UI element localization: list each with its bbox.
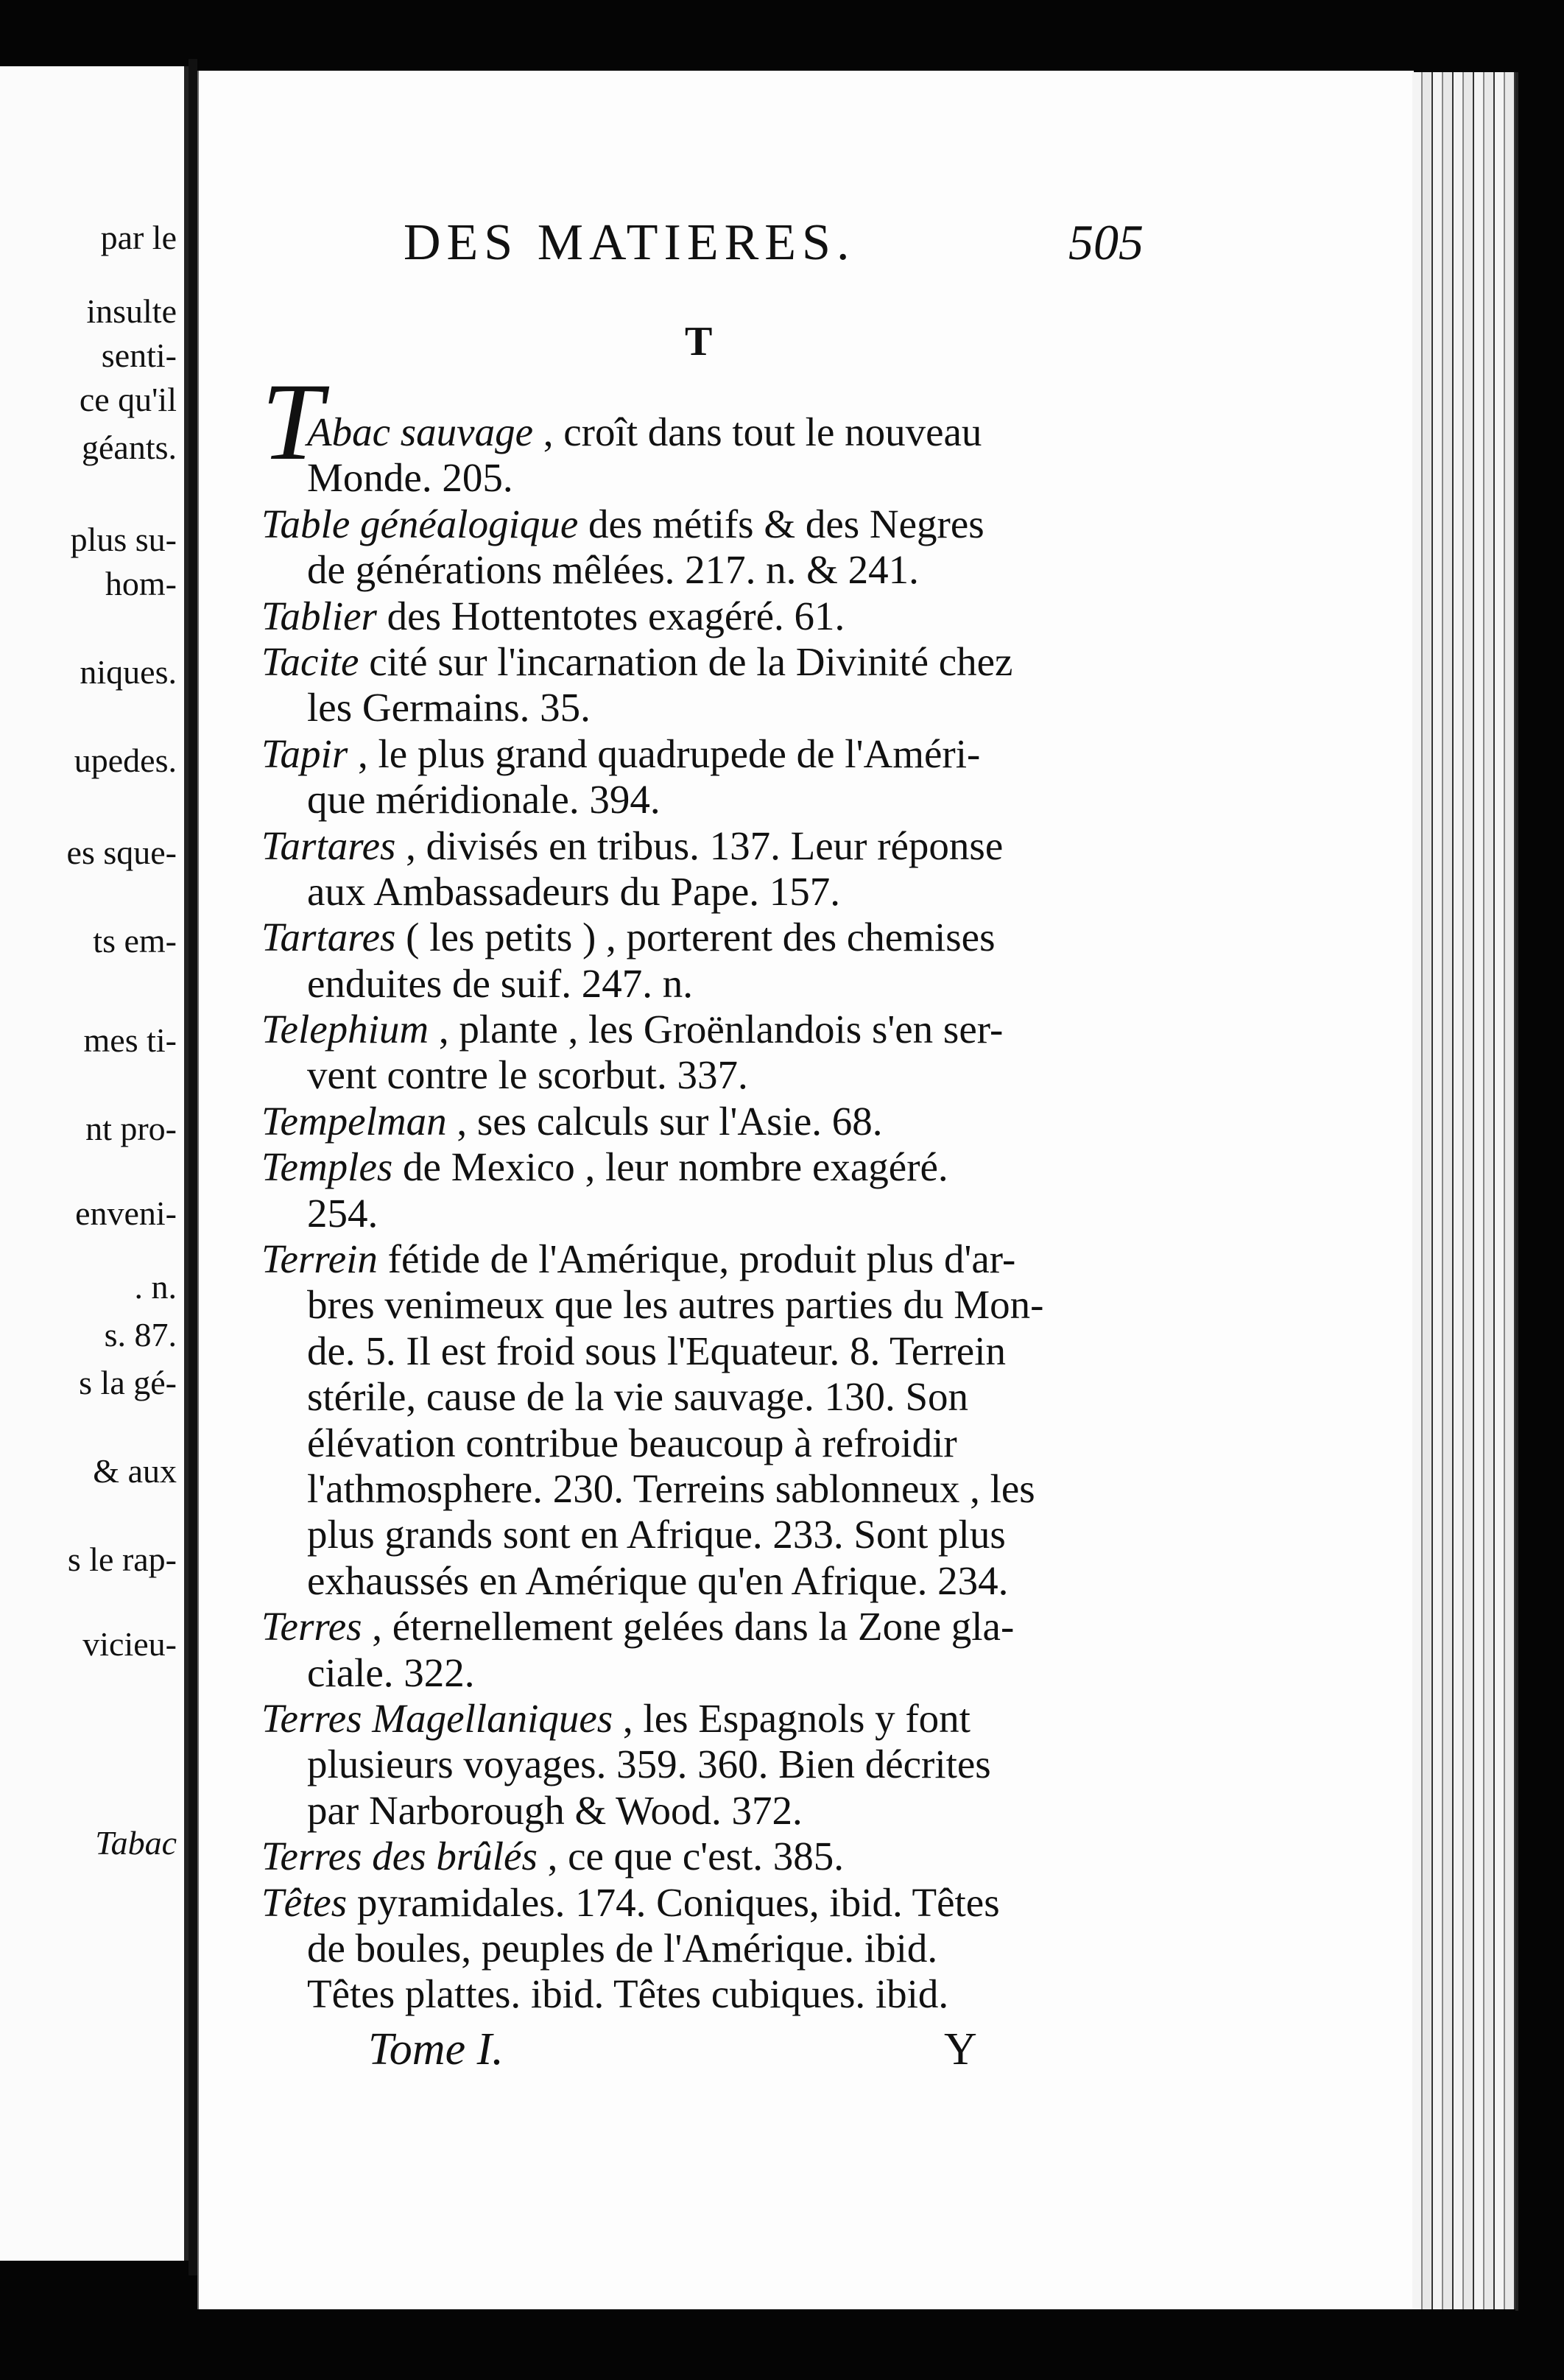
index-text: , ce que c'est. 385. [537, 1834, 845, 1879]
index-text: stérile, cause de la vie sauvage. 130. Son [307, 1374, 969, 1420]
index-term: Tacite [261, 638, 359, 684]
index-entry [261, 731, 1145, 777]
index-continuation-line [261, 1650, 1145, 1696]
index-text: élévation contribue beaucoup à refroidir [307, 1420, 957, 1465]
facing-page-line: enveni- [75, 1194, 177, 1232]
index-entry [261, 1099, 1145, 1144]
facing-page-line: s la gé- [79, 1364, 177, 1401]
index-term: Terres Magellaniques [261, 1695, 613, 1741]
index-text: plusieurs voyages. 359. 360. Bien décrites [307, 1742, 991, 1787]
index-entry [261, 1880, 1145, 1926]
section-letter: T [685, 319, 713, 365]
index-term: Telephium [261, 1007, 429, 1052]
facing-page-line: plus su- [70, 521, 177, 558]
index-continuation-line [261, 1466, 1145, 1512]
signature-mark: Y [944, 2024, 977, 2074]
index-entry [261, 1144, 1145, 1190]
index-text: fétide de l'Amérique, produit plus d'ar- [377, 1236, 1016, 1282]
index-entry [261, 639, 1145, 685]
facing-page-line: niques. [80, 653, 177, 691]
index-text: , divisés en tribus. 137. Leur réponse [395, 823, 1004, 868]
index-text: aux Ambassadeurs du Pape. 157. [307, 868, 841, 914]
index-continuation-line [261, 1282, 1145, 1328]
facing-page-line: par le [100, 219, 177, 256]
facing-page-line: Tabac [95, 1824, 177, 1862]
index-text: des Hottentotes exagéré. 61. [376, 593, 845, 638]
index-continuation-line [261, 455, 1145, 501]
book-gutter [189, 59, 197, 2275]
index-term: Tablier [261, 593, 377, 638]
index-continuation-line [261, 777, 1145, 823]
index-text: enduites de suif. 247. n. [307, 960, 693, 1006]
facing-page-line: ce qu'il [79, 381, 177, 418]
index-term: Terres [261, 1604, 362, 1650]
facing-page-line: & aux [93, 1452, 177, 1490]
index-text: de. 5. Il est froid sous l'Equateur. 8. Terrein [307, 1328, 1006, 1373]
facing-page-line: insulte [86, 292, 177, 330]
index-entries [261, 361, 1145, 2018]
index-entry [261, 1007, 1145, 1052]
index-text: de générations mêlées. 217. n. & 241. [307, 547, 919, 593]
index-continuation-line [261, 1328, 1145, 1374]
index-continuation-line [261, 1420, 1145, 1466]
index-entry [261, 594, 1145, 639]
index-text: pyramidales. 174. Coniques, ibid. Têtes [347, 1879, 1000, 1925]
index-continuation-line [261, 1052, 1145, 1098]
index-text: exhaussés en Amérique qu'en Afrique. 234. [307, 1557, 1009, 1603]
index-text: l'athmosphere. 230. Terreins sablonneux , les [307, 1465, 1035, 1511]
index-term: Terrein [261, 1236, 378, 1282]
index-text: de Mexico , leur nombre exagéré. [392, 1144, 948, 1190]
index-text: Têtes plattes. ibid. Têtes cubiques. ibid. [307, 1971, 949, 2017]
index-term: Tartares [261, 915, 396, 960]
page-edges [1412, 72, 1518, 2311]
index-text: , plante , les Groënlandois s'en ser- [429, 1007, 1004, 1052]
index-continuation-line [261, 1926, 1145, 1971]
index-term: Tartares [261, 823, 396, 868]
facing-page-line: hom- [105, 565, 177, 602]
index-continuation-line [261, 1971, 1145, 2017]
index-continuation-line [261, 1742, 1145, 1787]
index-entry [261, 1696, 1145, 1742]
page-header [404, 214, 1144, 280]
index-continuation-line [261, 869, 1145, 915]
index-term: Temples [261, 1144, 393, 1190]
scan-bottom-border [197, 2309, 1515, 2380]
index-text: , éternellement gelées dans la Zone gla- [362, 1604, 1015, 1650]
index-entry [261, 823, 1145, 869]
index-entry [261, 501, 1145, 547]
index-text: de boules, peuples de l'Amérique. ibid. [307, 1925, 938, 1971]
facing-page-line: upedes. [74, 742, 177, 779]
index-text: , croît dans tout le nouveau [533, 409, 982, 454]
index-entry [261, 1236, 1145, 1282]
index-entry [261, 1604, 1145, 1650]
index-text: , ses calculs sur l'Asie. 68. [446, 1098, 883, 1144]
index-term: Terres des brûlés [261, 1834, 538, 1879]
index-entry [261, 1834, 1145, 1879]
index-entry [261, 915, 1145, 960]
index-text: , le plus grand quadrupede de l'Améri- [348, 730, 981, 776]
facing-page-line: s. 87. [104, 1316, 177, 1353]
facing-page-line: géants. [81, 429, 177, 466]
index-term: Tempelman [261, 1098, 447, 1144]
facing-page-line: s le rap- [67, 1541, 177, 1578]
index-term: Abac sauvage [307, 409, 533, 454]
facing-page-line: senti- [101, 337, 177, 374]
index-text: Monde. 205. [307, 455, 513, 501]
volume-label: Tome I. [368, 2024, 504, 2074]
index-text: des métifs & des Negres [578, 501, 984, 546]
index-text: ciale. 322. [307, 1650, 475, 1695]
index-continuation-line [261, 685, 1145, 730]
facing-page-line: mes ti- [83, 1021, 177, 1059]
index-continuation-line [261, 547, 1145, 593]
facing-page-fragment [0, 66, 189, 2261]
index-term: Table généalogique [261, 501, 579, 546]
index-continuation-line [261, 961, 1145, 1007]
running-title: DES MATIERES. [404, 214, 856, 271]
index-continuation-line [261, 1512, 1145, 1557]
facing-page-line: vicieu- [82, 1625, 177, 1663]
index-text: ( les petits ) , porterent des chemises [395, 915, 996, 960]
index-text: plus grands sont en Afrique. 233. Sont plus [307, 1512, 1006, 1557]
index-term: Tapir [261, 730, 348, 776]
index-continuation-line [261, 1191, 1145, 1236]
index-text: vent contre le scorbut. 337. [307, 1052, 748, 1098]
drop-cap: T [261, 361, 323, 483]
facing-page-line: nt pro- [85, 1110, 177, 1147]
facing-page-line: ts em- [93, 922, 177, 960]
index-continuation-line [261, 1374, 1145, 1420]
index-text: 254. [307, 1190, 378, 1236]
index-text: par Narborough & Wood. 372. [307, 1787, 803, 1833]
index-term: Têtes [261, 1879, 348, 1925]
page-number: 505 [1068, 214, 1144, 270]
index-text: cité sur l'incarnation de la Divinité chez [359, 638, 1013, 684]
index-continuation-line [261, 1558, 1145, 1604]
index-continuation-line [261, 1788, 1145, 1834]
index-text: bres venimeux que les autres parties du Mon- [307, 1282, 1044, 1328]
index-text: les Germains. 35. [307, 685, 591, 730]
index-text: , les Espagnols y font [613, 1695, 971, 1741]
facing-page-line: es sque- [66, 834, 177, 871]
index-text: que méridionale. 394. [307, 777, 661, 823]
facing-page-line: . n. [134, 1268, 177, 1306]
